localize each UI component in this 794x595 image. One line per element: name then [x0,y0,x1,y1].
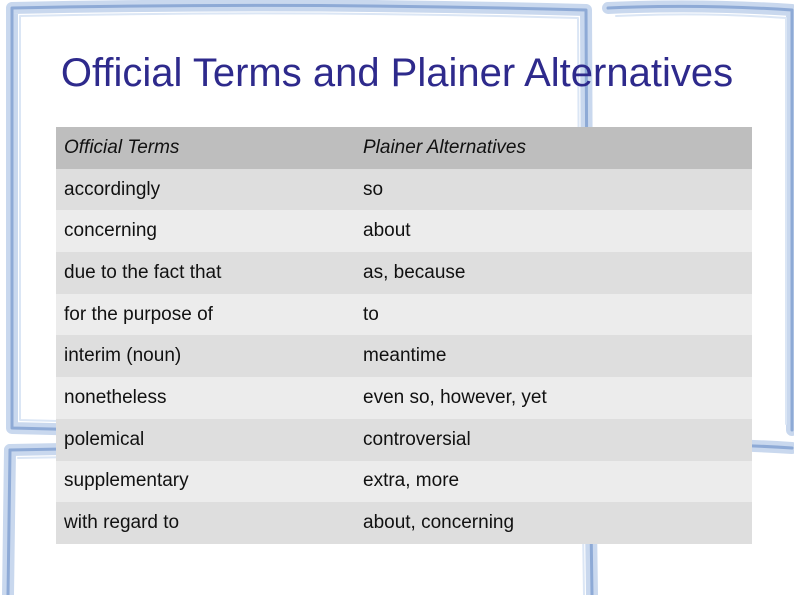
plainer-alternative-cell: to [355,294,752,336]
terms-table [56,127,752,544]
plainer-alternative-cell: so [355,169,752,211]
official-term-cell: for the purpose of [56,294,355,336]
plainer-alternative-cell: meantime [355,335,752,377]
slide-title: Official Terms and Plainer Alternatives [60,50,734,95]
official-term-cell: interim (noun) [56,335,355,377]
official-term-cell: with regard to [56,502,355,544]
table-header-row [56,127,752,169]
table-row [56,169,752,211]
plainer-alternative-cell: extra, more [355,461,752,503]
official-term-cell: due to the fact that [56,252,355,294]
table-row [56,294,752,336]
table-row [56,502,752,544]
table-row [56,419,752,461]
plainer-alternative-cell: about [355,210,752,252]
official-term-cell: accordingly [56,169,355,211]
plainer-alternative-cell: about, concerning [355,502,752,544]
column-header-plainer-alternatives: Plainer Alternatives [355,127,752,169]
official-term-cell: concerning [56,210,355,252]
table-row [56,461,752,503]
table-row [56,377,752,419]
table-row [56,335,752,377]
official-term-cell: nonetheless [56,377,355,419]
plainer-alternative-cell: controversial [355,419,752,461]
column-header-official-terms: Official Terms [56,127,355,169]
plainer-alternative-cell: as, because [355,252,752,294]
official-term-cell: supplementary [56,461,355,503]
official-term-cell: polemical [56,419,355,461]
table-row [56,210,752,252]
table-row [56,252,752,294]
plainer-alternative-cell: even so, however, yet [355,377,752,419]
